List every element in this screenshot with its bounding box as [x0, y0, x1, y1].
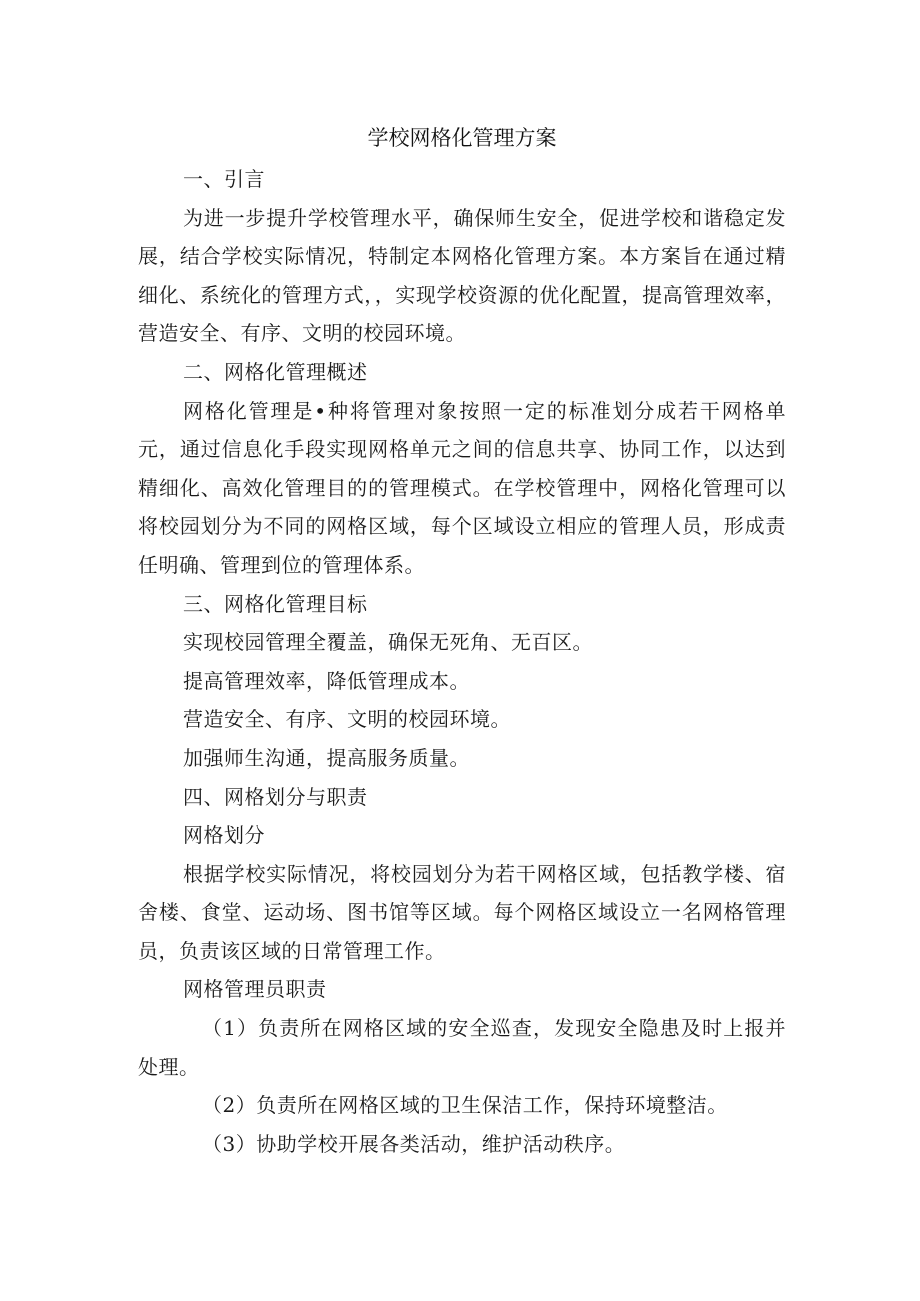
- duty-item: （2）负责所在网格区域的卫生保洁工作，保持环境整洁。: [202, 1093, 728, 1118]
- paragraph: 根据学校实际情况，将校园划分为若干网格区域，包括教学楼、宿舍楼、食堂、运动场、图书馆等区域。每个网格区域设立一名网格管理员，负责该区域的日常管理工作。: [138, 861, 786, 963]
- paragraph: 为进一步提升学校管理水平，确保师生安全，促进学校和谐稳定发展，结合学校实际情况，特制定本网格化管理方案。本方案旨在通过精细化、系统化的管理方式，，实现学校资源的优化配置，提高管理效率，营造安全、有序、文明的校园环境。: [138, 205, 786, 346]
- goal-item: 加强师生沟通，提高服务质量。: [183, 745, 470, 770]
- goal-item: 提高管理效率，降低管理成本。: [183, 668, 470, 693]
- duty-item: （1）负责所在网格区域的安全巡查，发现安全隐患及时上报并处理。: [138, 1016, 786, 1079]
- section-heading-introduction: 一、引言: [183, 167, 265, 191]
- goal-item: 营造安全、有序、文明的校园环境。: [183, 707, 511, 732]
- section-heading-grid-division: 四、网格划分与职责: [183, 784, 368, 809]
- paragraph: 网格化管理是•种将管理对象按照一定的标准划分成若干网格单元，通过信息化手段实现网格单元之间的信息共享、协同工作，以达到精细化、高效化管理目的的管理模式。在学校管理中，网格化管理可以将校园划分为不同的网格区域，每个区域设立相应的管理人员，形成责任明确、管理到位的管理体系。: [138, 398, 786, 577]
- section-heading-overview: 二、网格化管理概述: [183, 359, 368, 384]
- section-heading-goals: 三、网格化管理目标: [183, 591, 368, 616]
- document-body: [138, 116, 786, 1163]
- document-title: 学校网格化管理方案: [367, 126, 557, 150]
- duty-item: （3）协助学校开展各类活动，维护活动秩序。: [202, 1131, 626, 1156]
- subheading-grid-division: 网格划分: [183, 823, 265, 848]
- subheading-manager-duties: 网格管理员职责: [183, 977, 327, 1002]
- goal-item: 实现校园管理全覆盖，确保无死角、无百区。: [183, 630, 593, 655]
